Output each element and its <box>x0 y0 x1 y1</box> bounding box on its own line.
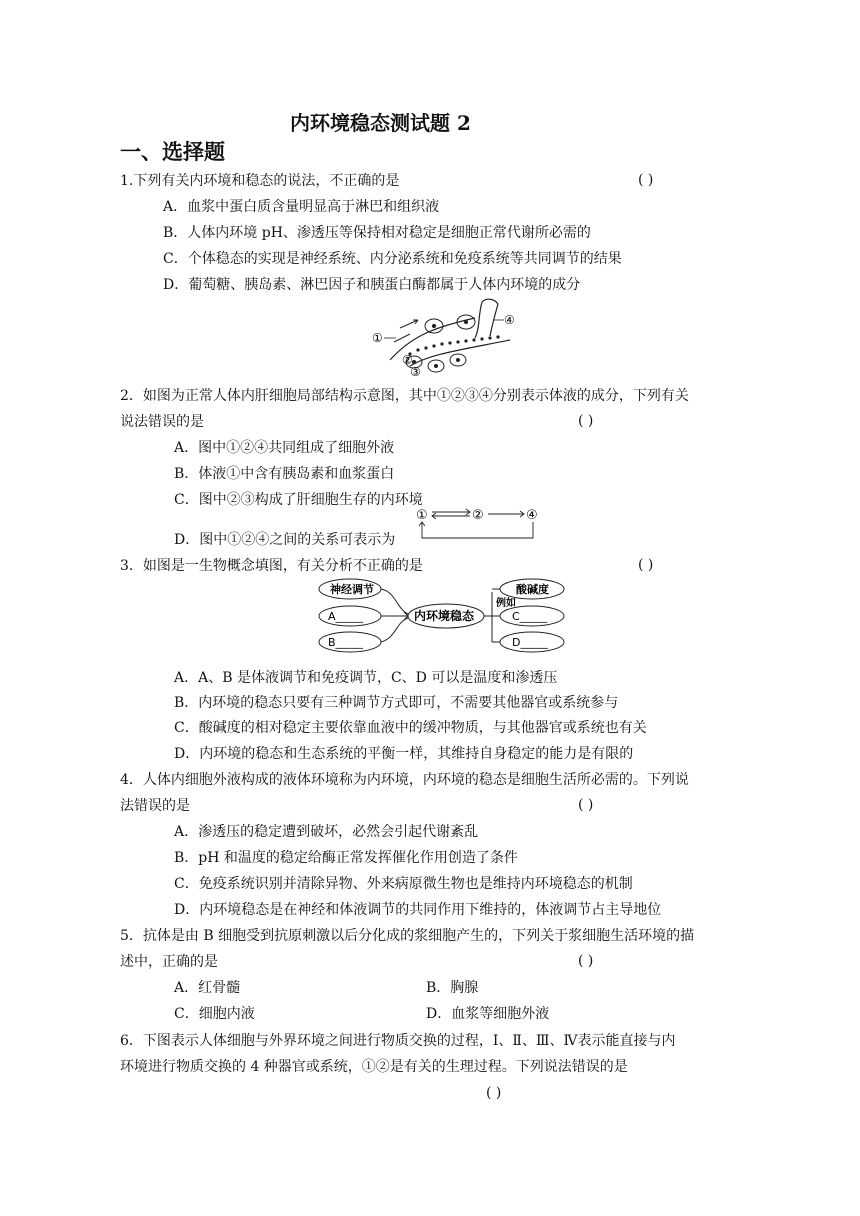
fig1-label-1: ① <box>372 331 383 345</box>
q1-answer-paren: ( ) <box>638 172 654 188</box>
q2-option-d: D．图中①②④之间的关系可表示为 <box>174 532 396 548</box>
relation-node-2: ② <box>472 508 484 523</box>
q6-answer-paren: ( ) <box>486 1085 502 1101</box>
q3-option-d: D．内环境的稳态和生态系统的平衡一样，其维持自身稳定的能力是有限的 <box>174 746 634 762</box>
q1-option-d: D．葡萄糖、胰岛素、淋巴因子和胰蛋白酶都属于人体内环境的成分 <box>163 277 581 293</box>
q1-stem: 1.下列有关内环境和稳态的说法，不正确的是 <box>120 173 400 189</box>
q2-stem-line1: 2．如图为正常人体内肝细胞局部结构示意图，其中①②③④分别表示体液的成分，下列有关 <box>120 388 689 404</box>
concept-d: D_____ <box>512 636 548 649</box>
q5-option-c: C．细胞内液 <box>174 1006 255 1022</box>
q2-answer-paren: ( ) <box>578 413 594 429</box>
q1-option-a: A．血浆中蛋白质含量明显高于淋巴和组织液 <box>163 199 440 215</box>
q3-option-b: B．内环境的稳态只要有三种调节方式即可，不需要其他器官或系统参与 <box>174 695 619 711</box>
q4-option-d: D．内环境稳态是在神经和体液调节的共同作用下维持的，体液调节占主导地位 <box>174 902 662 918</box>
q6-stem-line2: 环境进行物质交换的 4 种器官或系统，①②是有关的生理过程。下列说法错误的是 <box>120 1059 628 1075</box>
q5-option-b: B．胸腺 <box>426 980 479 996</box>
q3-answer-paren: ( ) <box>638 557 654 573</box>
section-heading: 一、选择题 <box>120 140 225 164</box>
concept-c: C_____ <box>512 610 548 623</box>
fig1-label-4: ④ <box>504 313 515 327</box>
relation-node-4: ④ <box>526 508 538 523</box>
q3-stem: 3．如图是一生物概念填图，有关分析不正确的是 <box>120 558 423 574</box>
q2-option-a: A．图中①②④共同组成了细胞外液 <box>174 440 395 456</box>
q1-option-c: C．个体稳态的实现是神经系统、内分泌系统和免疫系统等共同调节的结果 <box>163 251 622 267</box>
q4-option-c: C．免疫系统识别并清除异物、外来病原微生物也是维持内环境稳态的机制 <box>174 876 633 892</box>
liver-cell-figure <box>370 298 520 376</box>
q4-option-b: B．pH 和温度的稳定给酶正常发挥催化作用创造了条件 <box>174 850 518 866</box>
q5-option-d: D．血浆等细胞外液 <box>426 1006 550 1022</box>
q1-option-b: B．人体内环境 pH、渗透压等保持相对稳定是细胞正常代谢所必需的 <box>163 225 591 241</box>
q4-answer-paren: ( ) <box>578 797 594 813</box>
q4-stem-line2: 法错误的是 <box>120 798 190 814</box>
concept-b: B_____ <box>328 636 364 649</box>
q2-option-b: B．体液①中含有胰岛素和血浆蛋白 <box>174 466 395 482</box>
concept-map <box>316 578 568 654</box>
q2-stem-line2: 说法错误的是 <box>120 414 204 430</box>
concept-homeostasis: 内环境稳态 <box>414 609 475 623</box>
concept-ph: 酸碱度 <box>516 583 549 596</box>
q3-option-c: C．酸碱度的相对稳定主要依靠血液中的缓冲物质，与其他器官或系统也有关 <box>174 720 647 736</box>
page-title: 内环境稳态测试题 2 <box>290 111 471 135</box>
q3-option-a: A．A、B 是体液调节和免疫调节，C、D 可以是温度和渗透压 <box>174 670 558 686</box>
concept-a: A_____ <box>328 610 364 623</box>
relation-diagram <box>414 505 544 545</box>
q5-answer-paren: ( ) <box>578 953 594 969</box>
q6-stem-line1: 6．下图表示人体细胞与外界环境之间进行物质交换的过程，Ⅰ、Ⅱ、Ⅲ、Ⅳ表示能直接与内 <box>120 1033 676 1049</box>
relation-node-1: ① <box>416 508 428 523</box>
q2-option-c: C．图中②③构成了肝细胞生存的内环境 <box>174 492 423 508</box>
fig1-label-3: ③ <box>410 365 421 376</box>
q5-option-a: A．红骨髓 <box>174 980 241 996</box>
concept-neural: 神经调节 <box>330 583 374 596</box>
q5-stem-line2: 述中，正确的是 <box>120 954 218 970</box>
concept-example: 例如 <box>496 598 516 609</box>
q4-stem-line1: 4．人体内细胞外液构成的液体环境称为内环境，内环境的稳态是细胞生活所必需的。下列说 <box>120 772 689 788</box>
q5-stem-line1: 5．抗体是由 B 细胞受到抗原刺激以后分化成的浆细胞产生的，下列关于浆细胞生活环境的描 <box>120 928 695 944</box>
fig1-label-2: ② <box>402 353 413 367</box>
q4-option-a: A．渗透压的稳定遭到破坏，必然会引起代谢紊乱 <box>174 824 479 840</box>
